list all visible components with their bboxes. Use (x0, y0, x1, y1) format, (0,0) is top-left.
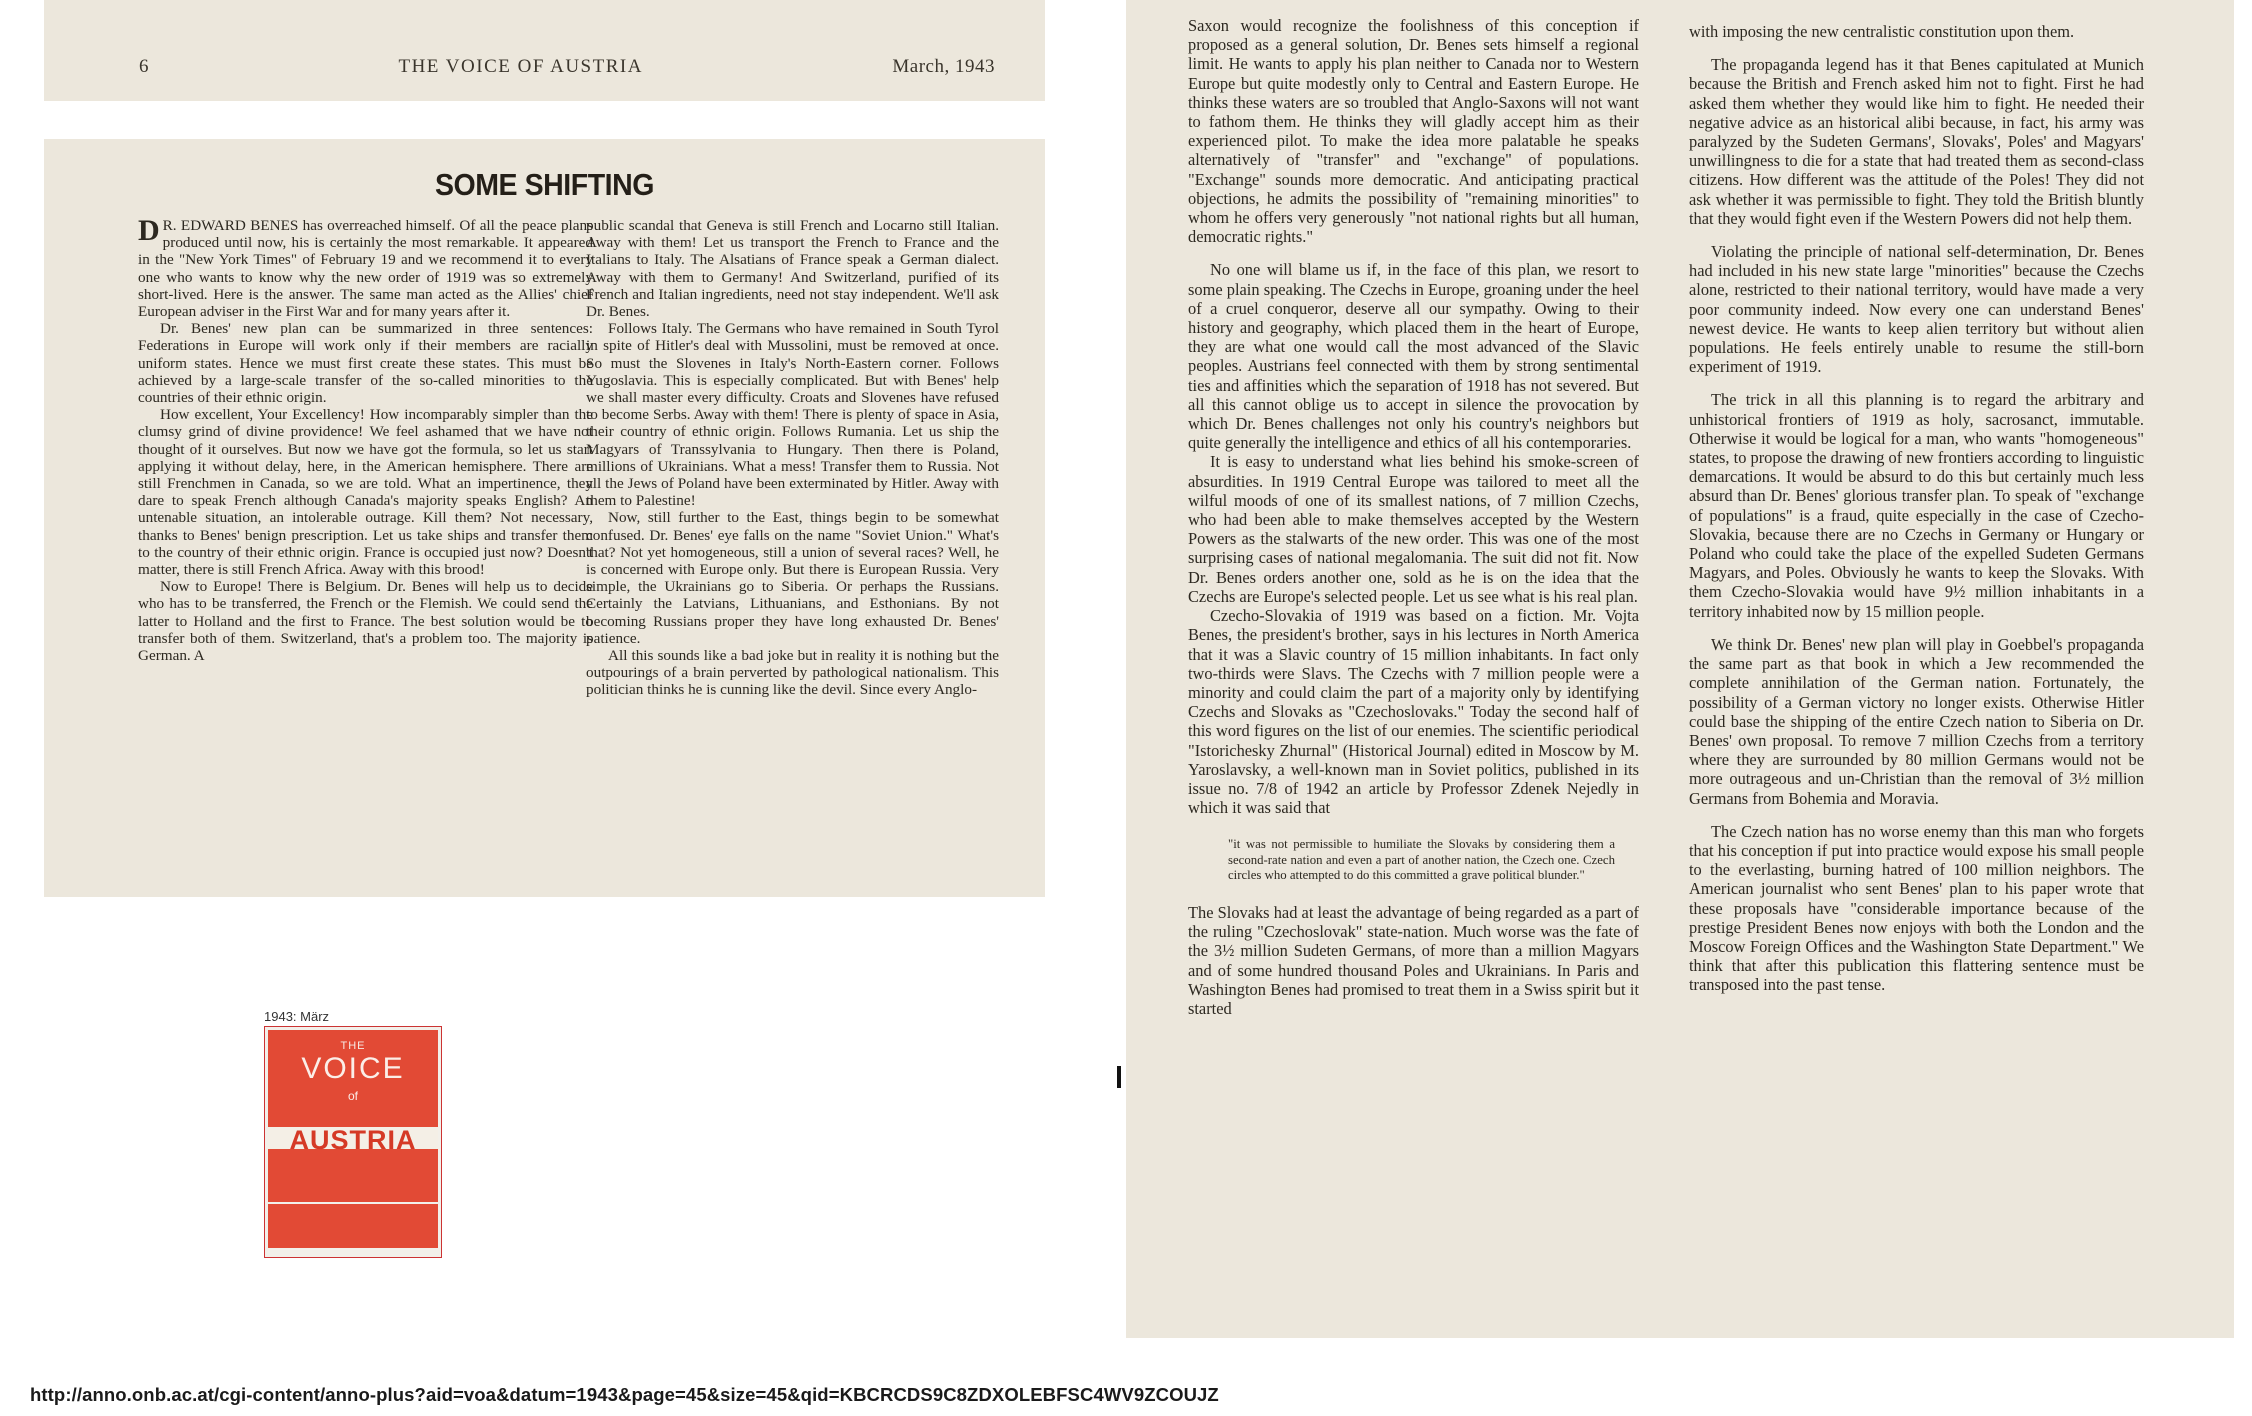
paragraph: The Czech nation has no worse enemy than this man who forgets that his conception if put into practice would expose his small people to the everlasting, burning hatred of 100 million neighbors. The American journalist who sent Benes' plan to his paper wrote that these proposals have "considerable importance because of the prestige President Benes now enjoys with both the London and the Moscow Foreign Offices and the Washington State Department." We think that after this publication this flattering sentence must be transposed into the past tense. (1689, 821, 2144, 995)
paragraph: We think Dr. Benes' new plan will play in Goebbel's propaganda the same part as that book in which a Jew recommended the complete annihilation of the German nation. Fortunately, the possibility of a German victory no longer exists. Otherwise Hitler could base the shipping of the entire Czech nation to Siberia on Dr. Benes' own proposal. To remove 7 million Czechs from a territory where they are surrounded by 80 million Germans would not be more outrageous and un-Christian than the removal of 3½ million Germans from Bohemia and Moravia. (1689, 634, 2144, 808)
issue-date: March, 1943 (892, 56, 995, 77)
cover-red-footer (268, 1204, 438, 1248)
paragraph: Dr. Benes' new plan can be summarized in three sentences: Federations in Europe will work only if their members are racially uniform states. Hence we must first create these states. This must be achieved by a large-scale transfer of the so-called minorities to the countries of their ethnic origin. (138, 320, 593, 407)
paragraph: Follows Italy. The Germans who have remained in South Tyrol in spite of Hitler's deal with Mussolini, must be removed at once. So must the Slovenes in Italy's North-Eastern corner. Follows Yugoslavia. This is especially complicated. But with Benes' help we shall master every difficulty. Croats and Slovenes have refused to become Serbs. Away with them! There is plenty of space in Asia, their country of ethnic origin. Follows Rumania. Let us ship the Magyars of Transsylvania to Hungary. Then there is Poland, millions of Ukrainians. What a mess! Transfer them to Russia. Not all the Jews of Poland have been exterminated by Hitler. Away with them to Palestine! (586, 320, 999, 510)
source-url[interactable]: http://anno.onb.ac.at/cgi-content/anno-plus?aid=voa&datum=1943&page=45&size=45&qid=KBCRCDS9C8ZDXOLEBFSC4WV9ZCOUJZ (30, 1384, 1219, 1405)
article-title: SOME SHIFTING (434, 167, 655, 202)
publication-name: THE VOICE OF AUSTRIA (398, 56, 643, 77)
paragraph: Czecho-Slovakia of 1919 was based on a fiction. Mr. Vojta Benes, the president's brother, says in his lectures in North America that it was a Slavic country of 15 million inhabitants. In fact only two-thirds were Slavs. The Czechs with 7 million people were a minority and could claim the part of a majority only by identifying Czechs and Slovaks as "Czechoslovaks." Today the second half of this word figures on the list of our enemies. The scientific periodical "Istorichesky Zhurnal" (Historical Journal) edited in Moscow by M. Yaroslavsky, a well-known man in Soviet politics, published in its issue no. 7/8 of 1942 an article by Professor Zdenek Nejedly in which it was said that (1188, 606, 1639, 818)
paragraph: D R. EDWARD BENES has overreached himself. Of all the peace plans produced until now, his is certainly the most remarkable. It appeared in the "New York Times" of February 19 and we recommend it to every one who wants to know why the new order of 1919 was so extremely short-lived. Here is the answer. The same man acted as the Allies' chief European adviser in the First War and for many years after it. (138, 214, 593, 321)
thumbnail-label: 1943: März (264, 1009, 330, 1024)
paragraph: The propaganda legend has it that Benes capitulated at Munich because the British and French asked him not to fight. First he had asked them whether they would like him to fight. He needed their negative advice as an historical alibi because, in fact, his army was paralyzed by the Sudeten Germans', Slovaks', Poles' and Magyars' unwillingness to die for a state that had treated them as second-class citizens. How different was the attitude of the Poles! They did not ask whether it was permissible to fight. They told the British bluntly that they would fight even if the Western Powers did not help them. (1689, 55, 2144, 228)
cover-title-austria: AUSTRIA (289, 1125, 417, 1155)
paragraph: with imposing the new centralistic constitution upon them. (1689, 22, 2075, 41)
cover-title-the: THE (340, 1040, 366, 1052)
paragraph: The trick in all this planning is to regard the arbitrary and unhistorical frontiers of 1919 as holy, sacrosanct, immutable. Otherwise it would be logical for a man, who wants "homogeneous" states, to propose the drawing of new frontiers according to linguistic demarcations. It would be absurd to do this but certainly much less absurd than Dr. Benes' glorious transfer plan. To speak of "exchange of populations" is a fraud, quite especially in the case of Czecho-Slovakia, because there are no Czechs in Germany or Hungary or Poland who could take the place of the expelled Sudeten Germans Magyars, and Poles. Obviously he wants to keep the Slovaks. With them Czecho-Slovakia would have 9½ million inhabitants in a territory inhabited now by 15 million people. (1689, 390, 2144, 621)
page-header-scan (44, 0, 1045, 101)
paragraph: It is easy to understand what lies behind his smoke-screen of absurdities. In 1919 Central Europe was tailored to meet all the wilful moods of one of its smallest nations, of 7 million Czechs, who had been able to make themselves accepted by the Western Powers as the stalwarts of the new order. This was one of the most surprising cases of national megalomania. The suit did not fit. Now Dr. Benes orders another one, sold as he is on the idea that the Czechs are Europe's selected people. Let us see what is his real plan. (1188, 452, 1639, 606)
paragraph: How excellent, Your Excellency! How incomparably simpler than the clumsy grind of divine providence! We feel ashamed that we have not thought of it ourselves. But now we have got the formula, so let us start applying it without delay, here, in the American hemisphere. There are still Frenchmen in Canada, so we are told. What an impertinence, they dare to speak French although Canada's majority speaks English? An untenable situation, an intolerable outrage. Kill them? Not necessary, thanks to Benes' benign prescription. Let us take ships and transfer them to the country of their ethnic origin. France is occupied just now? Doesn't matter, there is still French Africa. Away with this brood! (138, 406, 593, 579)
paragraph: All this sounds like a bad joke but in reality it is nothing but the outpourings of a brain perverted by pathological nationalism. This politician thinks he is cunning like the devil. Since every Anglo- (586, 647, 999, 699)
article-scan (44, 139, 1045, 897)
article-column-1 (138, 214, 593, 665)
paragraph: Now, still further to the East, things begin to be somewhat confused. Dr. Benes' eye falls on the name "Soviet Union." What's that? Not yet homogeneous, still a union of several races? Well, he is concerned with Europe only. But there is European Russia. Very simple, the Ukrainians go to Siberia. Or perhaps the Russians. Certainly the Latvians, Lithuanians, and Esthonians. By not becoming Russians proper they have long exhausted Dr. Benes' patience. (586, 509, 999, 647)
paragraph: public scandal that Geneva is still French and Locarno still Italian. Away with them! Let us transport the French to France and the Italians to Italy. The Alsatians of France speak a German dialect. Away with them to Germany! And Switzerland, purified of its French and Italian ingredients, need not stay independent. We'll ask Dr. Benes. (586, 217, 999, 321)
cover-title-voice: VOICE (301, 1052, 405, 1085)
continuation-column-1 (1188, 16, 1639, 1018)
paragraph: Now to Europe! There is Belgium. Dr. Benes will help us to decide who has to be transferred, the French or the Flemish. We could send the latter to Holland and the first to France. The best solution would be to transfer both of them. Switzerland, that's a problem too. The majority is German. A (138, 578, 593, 665)
paragraph: The Slovaks had at least the advantage of being regarded as a part of the ruling "Czechoslovak" state-nation. Much worse was the fate of the 3½ million Sudeten Germans, of more than a million Magyars and of some hundred thousand Poles and Ukrainians. In Paris and Washington Benes had promised to treat them in a Swiss spirit but it started (1188, 902, 1639, 1018)
scan-marker (1117, 1066, 1121, 1088)
paragraph: No one will blame us if, in the face of this plan, we resort to some plain speaking. The Czechs in Europe, groaning under the heel of a cruel conqueror, deserve all our sympathy. Owing to their history and geography, which placed them in the heart of Europe, they are what one would call the most advanced of the Slavic peoples. Austrians feel connected with them by strong sentimental ties and affinities which the separation of 1918 has not severed. But all this cannot oblige us to accept in silence the provocation by which Dr. Benes challenges not only his country's neighbors but quite generally the intelligence and ethics of all his contemporaries. (1188, 260, 1639, 453)
cover-title-of: of (347, 1089, 358, 1103)
issue-cover-thumbnail[interactable] (264, 1026, 442, 1258)
continuation-column-2 (1689, 22, 2144, 995)
article-column-2 (586, 217, 999, 699)
block-quote: "it was not permissible to humiliate the Slovaks by considering them a second-rate nation and even a part of another nation, the Czech one. Czech circles who attempted to do this committed a grave political blunder." (1228, 837, 1615, 882)
page-number: 6 (139, 56, 149, 77)
running-head (139, 56, 995, 78)
paragraph: Violating the principle of national self-determination, Dr. Benes had included in his new state large "minorities" because the Czechs alone, restricted to their national territory, would have made a very poor community indeed. Now every one can understand Benes' newest device. He wants to keep alien territory but without alien populations. He feels entirely unable to resume the still-born experiment of 1919. (1689, 242, 2144, 377)
continuation-page-scan (1126, 0, 2234, 1338)
paragraph: Saxon would recognize the foolishness of this conception if proposed as a general solution, Dr. Benes sets himself a regional limit. He wants to apply his plan neither to Canada nor to Western Europe but quite modestly only to Central and Eastern Europe. He thinks these waters are so troubled that Anglo-Saxons will not want to fathom them. He thinks they will gladly accept him as their experienced pilot. To make the idea more palatable he speaks alternatively of "transfer" and "exchange" of populations. "Exchange" sounds more democratic. And anticipating practical objections, he admits the possibility of "remaining minorities" to whom he offers very generously "not national rights but all human, democratic rights." (1188, 16, 1639, 247)
drop-cap: D (138, 214, 160, 247)
